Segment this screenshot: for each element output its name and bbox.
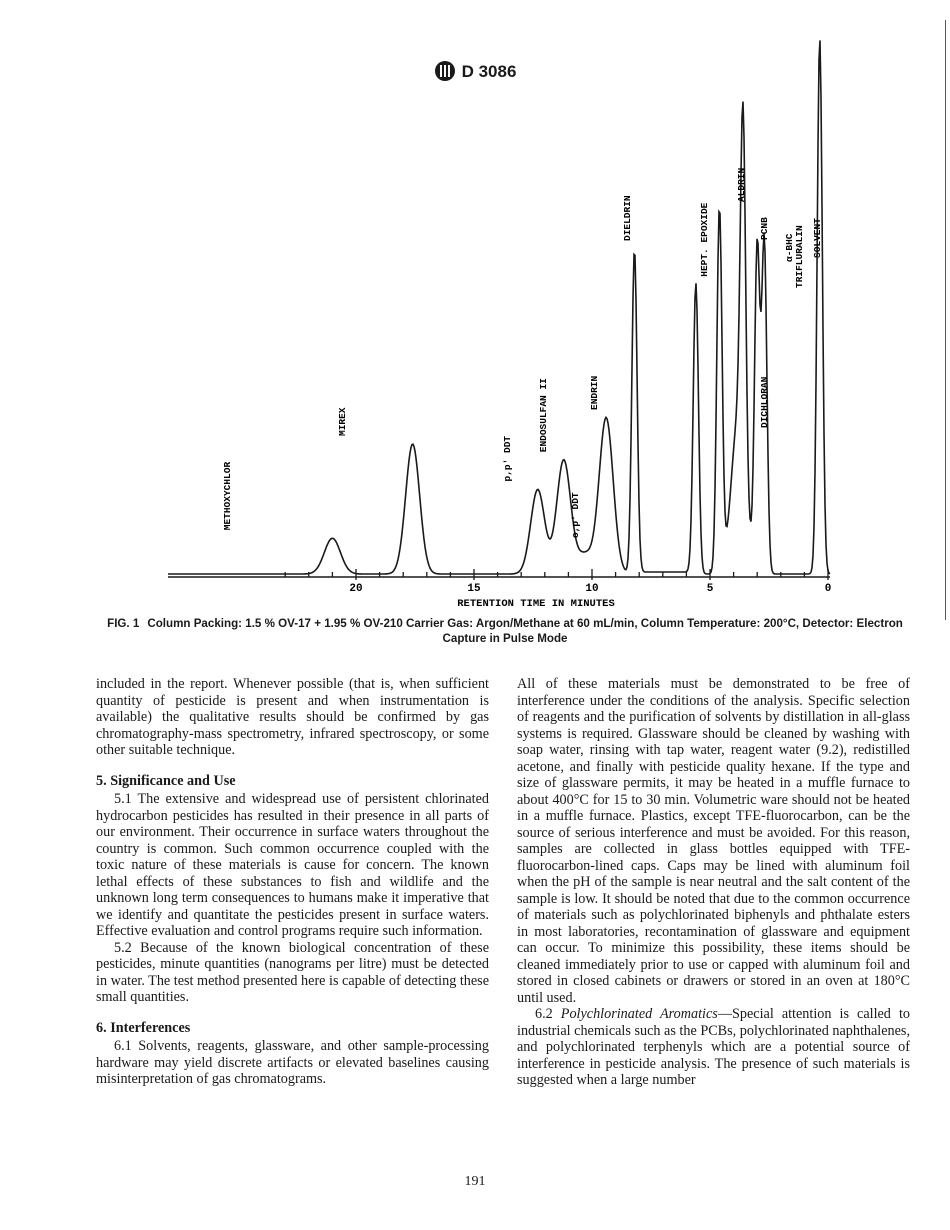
peak-label: METHOXYCHLOR — [222, 461, 233, 531]
paragraph-6-2-title: Polychlorinated Aromatics — [560, 1006, 718, 1022]
chromatogram-trace — [168, 40, 830, 574]
right-column — [517, 676, 910, 1089]
section-6-heading: 6. Interferences — [96, 1019, 191, 1036]
x-axis-tick-labels — [349, 583, 831, 595]
continued-paragraph: All of these materials must be demonstrated to be free of interference under the conditions of the analysis. Specific selection of reagents and the purification of solvents by distillation in all-glass systems is required. Glassware should be cleaned by washing with soap water, rinsing with tap water, reagent water (9.2), redistilled acetone, and finally with pesticide quality hexane. If the type and size of glassware permits, it may be heated in a muffle furnace to about 400°C for 15 to 30 min. Volumetric ware should not be heated in a muffle furnace. Plastics, except TFE-fluorocarbon, can be the source of serious interference and must be avoided. For this reason, samples are collected in glass bottles equipped with TFE-fluorocarbon-lined caps. Caps may be lined with aluminum foil when the pH of the sample is near neutral and the salt content of the sample is low. It should be noted that due to the common occurrence of materials such as polychlorinated biphenyls and phthalate esters in most laboratories, recontamination of glassware and equipment can occur. To minimize this possibility, these items should be cleaned immediately prior to use or capped with aluminum foil and stored in closed cabinets or drawers or stored in an oven at 180°C until used. — [517, 676, 910, 1006]
peak-label: HEPT. EPOXIDE — [699, 202, 710, 277]
x-tick-label: 15 — [467, 583, 481, 595]
page-number: 191 — [464, 1174, 486, 1189]
x-tick-label: 0 — [824, 583, 832, 595]
paragraph-6-1: 6.1 Solvents, reagents, glassware, and other sample-processing hardware may yield discrete artifacts or elevated baselines causing misinterpretation of gas chromatograms. — [96, 1038, 489, 1087]
paragraph-6-2-number: 6.2 — [535, 1006, 553, 1022]
peak-label: MIREX — [337, 407, 348, 436]
peak-label: ALDRIN — [736, 167, 747, 202]
continued-paragraph: included in the report. Whenever possible (that is, when sufficient quantity of pesticide is present and when instrumentation is available) the qualitative results should be confirmed by gas chromatography-mass spectrometry, infrared spectroscopy, or some other suitable technique. — [96, 676, 489, 758]
peak-label: o,p' DDT — [570, 492, 581, 538]
figure-caption — [96, 616, 914, 646]
paragraph-5-1: 5.1 The extensive and widespread use of persistent chlorinated hydrocarbon pesticides has resulted in their presence in all parts of our environment. Their occurrence in surface waters throughout the country is common. Such common occurrence coupled with the toxic nature of these materials is cause for concern. The known lethal effects of these substances to fish and wildlife and the unknown long term consequences to humans make it imperative that we identify and quantitate the pesticides present in surface waters. Effective evaluation and control programs require such information. — [96, 791, 489, 939]
peak-label: TRIFLURALIN — [794, 225, 805, 288]
paragraph-6-2 — [517, 1006, 910, 1089]
x-axis-label: RETENTION TIME IN MINUTES — [457, 598, 615, 610]
peak-label: DIELDRIN — [622, 195, 633, 241]
section-5-heading: 5. Significance and Use — [96, 772, 236, 789]
peak-label: DICHLORAN — [759, 376, 770, 428]
peak-label: p,p' DDT — [502, 435, 513, 482]
peak-label: ENDRIN — [589, 375, 600, 410]
designation: D 3086 — [461, 62, 517, 81]
peak-label: α-BHC — [784, 233, 795, 262]
paragraph-5-2: 5.2 Because of the known biological concentration of these pesticides, minute quantities (nanograms per litre) must be detected in water. The test method presented here is capable of detecting these small quantities. — [96, 939, 489, 1005]
figure-caption-text: Column Packing: 1.5 % OV-17 + 1.95 % OV-210 Carrier Gas: Argon/Methane at 60 mL/min, Column Temperature: 200°C, Detector: Electron Capture in Pulse Mode — [147, 617, 903, 645]
x-tick-label: 10 — [585, 583, 599, 595]
paragraph-6-2-body: —Special attention is called to industrial chemicals such as the PCBs, polychlorinated naphthalenes, and polychlorinated terphenyls which are a potential source of interference in pesticide analysis. The presence of such materials is suggested when a large number — [517, 1006, 910, 1088]
left-column — [96, 676, 489, 1088]
peak-labels — [222, 167, 823, 538]
x-tick-label: 20 — [349, 583, 363, 595]
peak-label: SOLVENT — [812, 218, 823, 258]
figure-label: FIG. 1 — [107, 617, 140, 630]
x-tick-label: 5 — [706, 583, 714, 595]
peak-label: ENDOSULFAN II — [538, 378, 549, 453]
peak-label: PCNB — [759, 217, 770, 240]
